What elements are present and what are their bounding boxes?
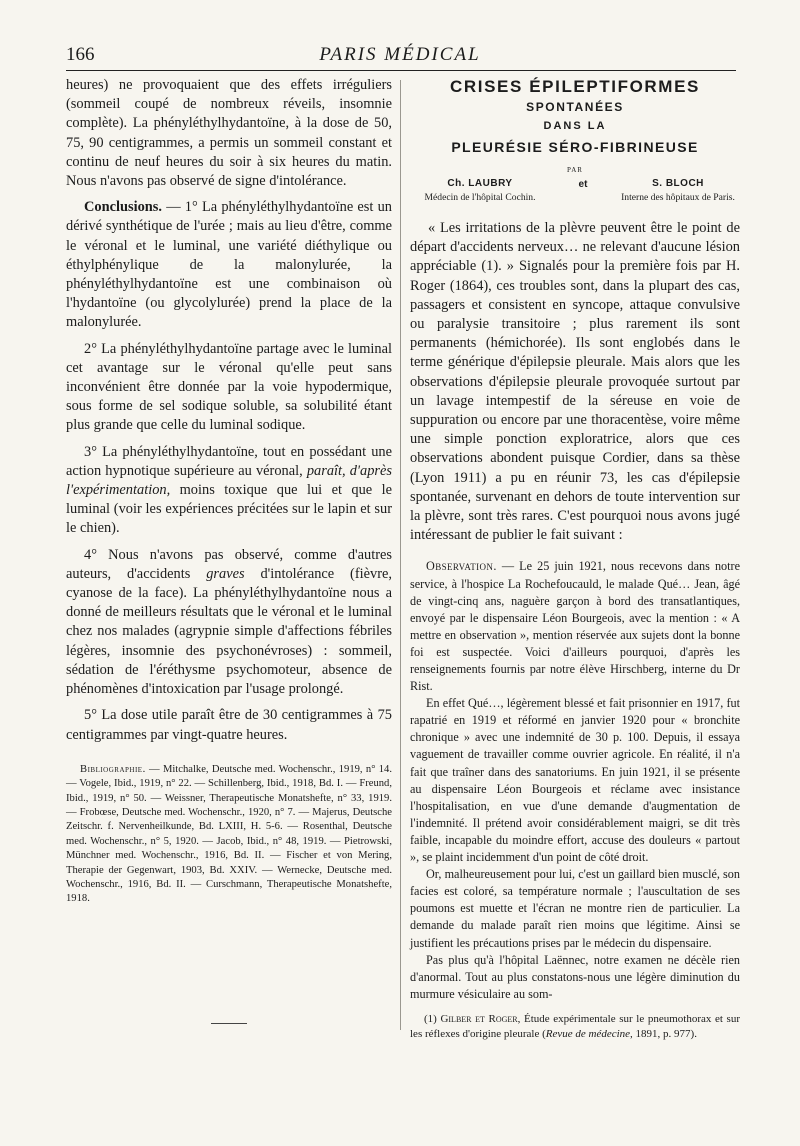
observation-paragraph: Pas plus qu'à l'hôpital Laënnec, notre examen ne décèle rien d'anormal. Tout au plus constatons-nous une légère diminution du murmure vésiculaire au som-	[410, 952, 740, 1001]
article-title-line-4: PLEURÉSIE SÉRO-FIBRINEUSE	[451, 139, 699, 155]
right-column	[410, 76, 740, 1042]
byline-par: PAR	[567, 166, 583, 174]
author-name: S. BLOCH	[652, 178, 704, 189]
footnote-text: Étude expérimentale sur le pneumothorax et sur les réflexes d'origine pleurale (	[410, 1012, 740, 1041]
bibliography-text: — Mitchalke, Deutsche med. Wochenschr., 1919, n° 14. — Vogele, Ibid., 1919, n° 22. — Schillenberg, Ibid., 1918, Bd. I. — Freund, Ibid., 1919, n° 50. — Weissner, Therapeutische Monatshefte, n° 33, 1919. — Frobœse, Deutsche med. Wochenschr., 1920, n° 7. — Majerus, Deutsche Zeitschr. f. Nervenheilkunde, Bd. LXIII, H. 5-6. — Rosenthal, Deutsche med. Wochenschr., n° 5, 1920. — Jacob, Ibid., n° 48, 1919. — Pietrowski, Münchner med. Wochenschr., 1916, Bd. II. — Fischer et von Mering, Therapie der Gegenwart, 1903, Bd. XXIV. — Wernecke, Deutsche med. Wochenschr., 1916, Bd. II. — Curschmann, Therapeutische Monatshefte, 1918.	[66, 763, 392, 905]
emphasis: graves	[206, 565, 245, 582]
observation-text: — Le 25 juin 1921, nous recevons dans notre service, à l'hospice La Rochefoucauld, le malade Qué… Jean, âgé de vingt-cinq ans, naguère garçon à bord des transatlantiques, envoyé par le dispensaire Léon Bourgeois, avec la mention : « A mettre en observation », mention réservée aux sujets dont la bonne foi est suspectée. Voici d'ailleurs pourquoi, d'après les renseignements fournis par notre élève Hirschberg, interne du Dr Rist.	[410, 559, 740, 694]
author-conjunction: et	[578, 179, 588, 190]
bibliography-label: Bibliographie.	[80, 763, 146, 775]
author-separator	[550, 177, 616, 192]
observation-label: Observation.	[426, 559, 497, 574]
footnote-journal: Revue de médecine,	[545, 1028, 633, 1041]
article-title-line-2: SPONTANÉES	[526, 100, 624, 114]
paragraph: 5° La dose utile paraît être de 30 centigrammes à 75 centigrammes par vingt-quatre heures.	[66, 707, 392, 743]
footnote-number: (1)	[424, 1012, 441, 1025]
observation-paragraph: Or, malheureusement pour lui, c'est un gaillard bien musclé, son facies est coloré, sa température normale ; l'auscultation de ses poumons est muette et l'écran ne montre rien de particulier. La demande du malade paraît rien moins que légitime. Ainsi se justifient les précautions prises par le médecin du dispensaire.	[410, 867, 740, 950]
end-rule	[211, 1023, 247, 1024]
paragraph: heures) ne provoquaient que des effets irréguliers (sommeil coupé de nombreux réveils, insomnie complète). La phényléthylhydantoïne, à la dose de 50, 75, 90 centigrammes, a permis un sommeil constant et continu de neuf heures du soir à six heures du matin. Nous n'avons pas observé de signe d'intolérance.	[66, 77, 392, 190]
column-divider	[400, 80, 401, 1030]
header-rule	[66, 70, 736, 71]
bibliography	[66, 763, 392, 907]
observation-paragraph: En effet Qué…, légèrement blessé et fait prisonnier en 1917, fut rapatrié en 1919 et réformé en janvier 1920 pour « bronchite chronique » avec une indemnité de 30 p. 100. Depuis, il essaya vaguement de travailler comme ouvrier agricole. En réalité, il n'a fait que traîner dans des sanatoriums. En juin 1921, il se présente au dispensaire Léon Bourgeois et réclame avec insistance l'hospitalisation, en vue d'une demande d'augmentation de l'indemnité. Il prétend avoir considérablement maigri, se dit très faible, incapable du moindre effort, accuse des douleurs « partout », se plaint incidemment d'un point de côté droit.	[410, 696, 740, 865]
article-title-line-3: DANS LA	[543, 120, 607, 132]
author-laubry	[410, 177, 550, 205]
paragraph-conclusions	[66, 198, 392, 332]
observation-paragraph	[410, 558, 740, 695]
footnote-authors: Gilber et Roger,	[440, 1012, 521, 1025]
page-number: 166	[66, 44, 95, 65]
text-run: d'intolérance (fièvre, cyanose de la face). La phényléthylhydantoïne nous a donné de meilleurs résultats que le véronal et le luminal chez nos malades (agrypnie simple d'affections fébriles légères, insomnie des psychonévroses) : sommeil, sédation de l'éréthysme psychomoteur, absence de phénomènes d'intoxication par l'usage prolongé.	[66, 565, 392, 698]
paragraph	[66, 546, 392, 700]
conclusions-text: — 1° La phényléthylhydantoïne est un dérivé synthétique de l'urée ; mais au lieu d'être, comme le véronal et le luminal, une variété diéthylique ou éthylphénylique de la malonylurée, la phényléthylhydantoïne est une combinaison où l'hydantoïne (ou glycolylurée) prend la place de la malonylurée.	[66, 199, 392, 331]
text-run: 4° Nous n'avons pas observé, comme d'autres auteurs, d'accidents	[66, 546, 392, 582]
paragraph	[66, 443, 392, 539]
emphasis: paraît, d'après l'expérimentation,	[66, 462, 392, 499]
conclusions-heading: Conclusions.	[84, 199, 162, 216]
introduction: « Les irritations de la plèvre peuvent être le point de départ d'accidents nerveux… ne relevant d'aucune lésion appréciable (1). » Signalés pour la première fois par H. Roger (1864), ces troubles sont, dans la plupart des cas, passagers et consistent en syncope, attaque convulsive ou paralysie transitoire ; plus rarement ils sont permanents (hémichorée). Ils sont englobés dans le terme générique d'épilepsie pleurale. Mais alors que les observations d'épilepsie pleurale provoquée surtout par un lavage intempestif de la séreuse en voie de suppuration ou encore par une thoracentèse, voire même une simple ponction exploratrice, alors que ces observations abondent puisque Cordier, dans sa thèse (Lyon 1911) a pu en réunir 73, les cas d'épilepsie spontanée, survenant en dehors de toute intervention sur la plèvre, sont très rares. C'est pourquoi nous avons jugé intéressant de publier le fait suivant :	[410, 220, 740, 544]
author-name: Ch. LAUBRY	[447, 178, 513, 189]
author-bloch	[616, 177, 740, 205]
footnote-text: 1891, p. 977).	[632, 1028, 697, 1041]
author-affiliation: Interne des hôpitaux de Paris.	[621, 192, 735, 203]
text-run: 3° La phényléthylhydantoïne, tout en possédant une action hypnotique supérieure au véronal,	[66, 443, 392, 479]
footnote	[410, 1012, 740, 1042]
running-head: PARIS MÉDICAL	[319, 44, 481, 65]
paragraph: 2° La phényléthylhydantoïne partage avec le luminal cet avantage sur le véronal qu'elle peut sans inconvénient être donnée par la voie hypodermique, sous forme de sel sodique soluble, sa solubilité étant plus grande que celle du luminal sodique.	[66, 340, 392, 434]
article-title: CRISES ÉPILEPTIFORMES	[450, 77, 700, 96]
authors	[410, 177, 740, 207]
author-affiliation: Médecin de l'hôpital Cochin.	[424, 192, 536, 203]
left-column	[66, 76, 392, 1024]
text-run: moins toxique que lui et que le luminal (voir les expériences précitées sur le lapin et sur le chien).	[66, 482, 392, 537]
